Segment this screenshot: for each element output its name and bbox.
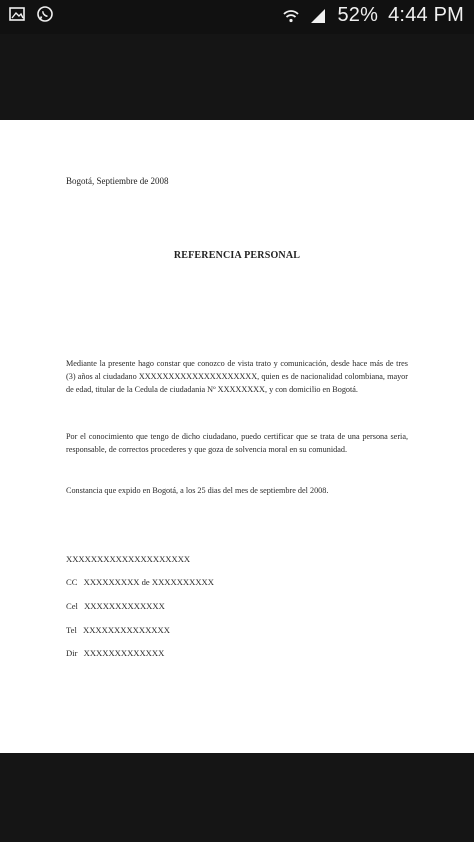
document-date: Bogotá, Septiembre de 2008 [66, 176, 169, 186]
signature-tel-line [66, 625, 170, 635]
battery-percentage: 52% [337, 4, 379, 26]
signature-dir-line [66, 648, 164, 658]
signature-cc-label: CC [66, 577, 78, 587]
status-bar [0, 0, 474, 34]
top-dark-area [0, 34, 474, 120]
document-paragraph-1: Mediante la presente hago constar que conozco de vista trato y comunicación, desde hace más de tres (3) años al ciudadano XXXXXXXXXXXXXXXXXXXX, quien es de nacionalidad colombiana, mayor de edad, titular de la Cedula de ciudadania Nº XXXXXXXX, y con domicilio en Bogotá. [66, 359, 408, 394]
signature-cel-value: XXXXXXXXXXXXX [84, 601, 165, 611]
status-left [8, 5, 54, 23]
document-page[interactable] [0, 120, 474, 753]
signature-dir-value: XXXXXXXXXXXXX [83, 648, 165, 658]
document-title: REFERENCIA PERSONAL [173, 250, 301, 261]
gallery-icon [8, 5, 26, 23]
signature-cel-line [66, 601, 165, 611]
bottom-dark-area [0, 753, 474, 842]
document-paragraph-2: Por el conocimiento que tengo de dicho ciudadano, puedo certificar que se trata de una persona seria, responsable, de correctos procederes y que goza de solvencia moral en su comunidad. [66, 432, 408, 454]
signature-dir-label: Dir [66, 648, 78, 658]
document-paragraph-3: Constancia que expido en Bogotá, a los 25 dias del mes de septiembre del 2008. [66, 486, 329, 495]
signature-cc-value: XXXXXXXXX de XXXXXXXXXX [83, 577, 214, 587]
signature-tel-value: XXXXXXXXXXXXXX [83, 625, 170, 635]
clock-time: 4:44 PM [388, 4, 464, 26]
wifi-icon [281, 7, 299, 25]
status-right [281, 4, 464, 27]
whatsapp-icon [36, 5, 54, 23]
signature-cel-label: Cel [66, 601, 78, 611]
signature-name: XXXXXXXXXXXXXXXXXXXX [66, 554, 191, 564]
signal-icon [309, 7, 327, 25]
signature-tel-label: Tel [66, 625, 77, 635]
signature-cc-line [66, 577, 214, 587]
